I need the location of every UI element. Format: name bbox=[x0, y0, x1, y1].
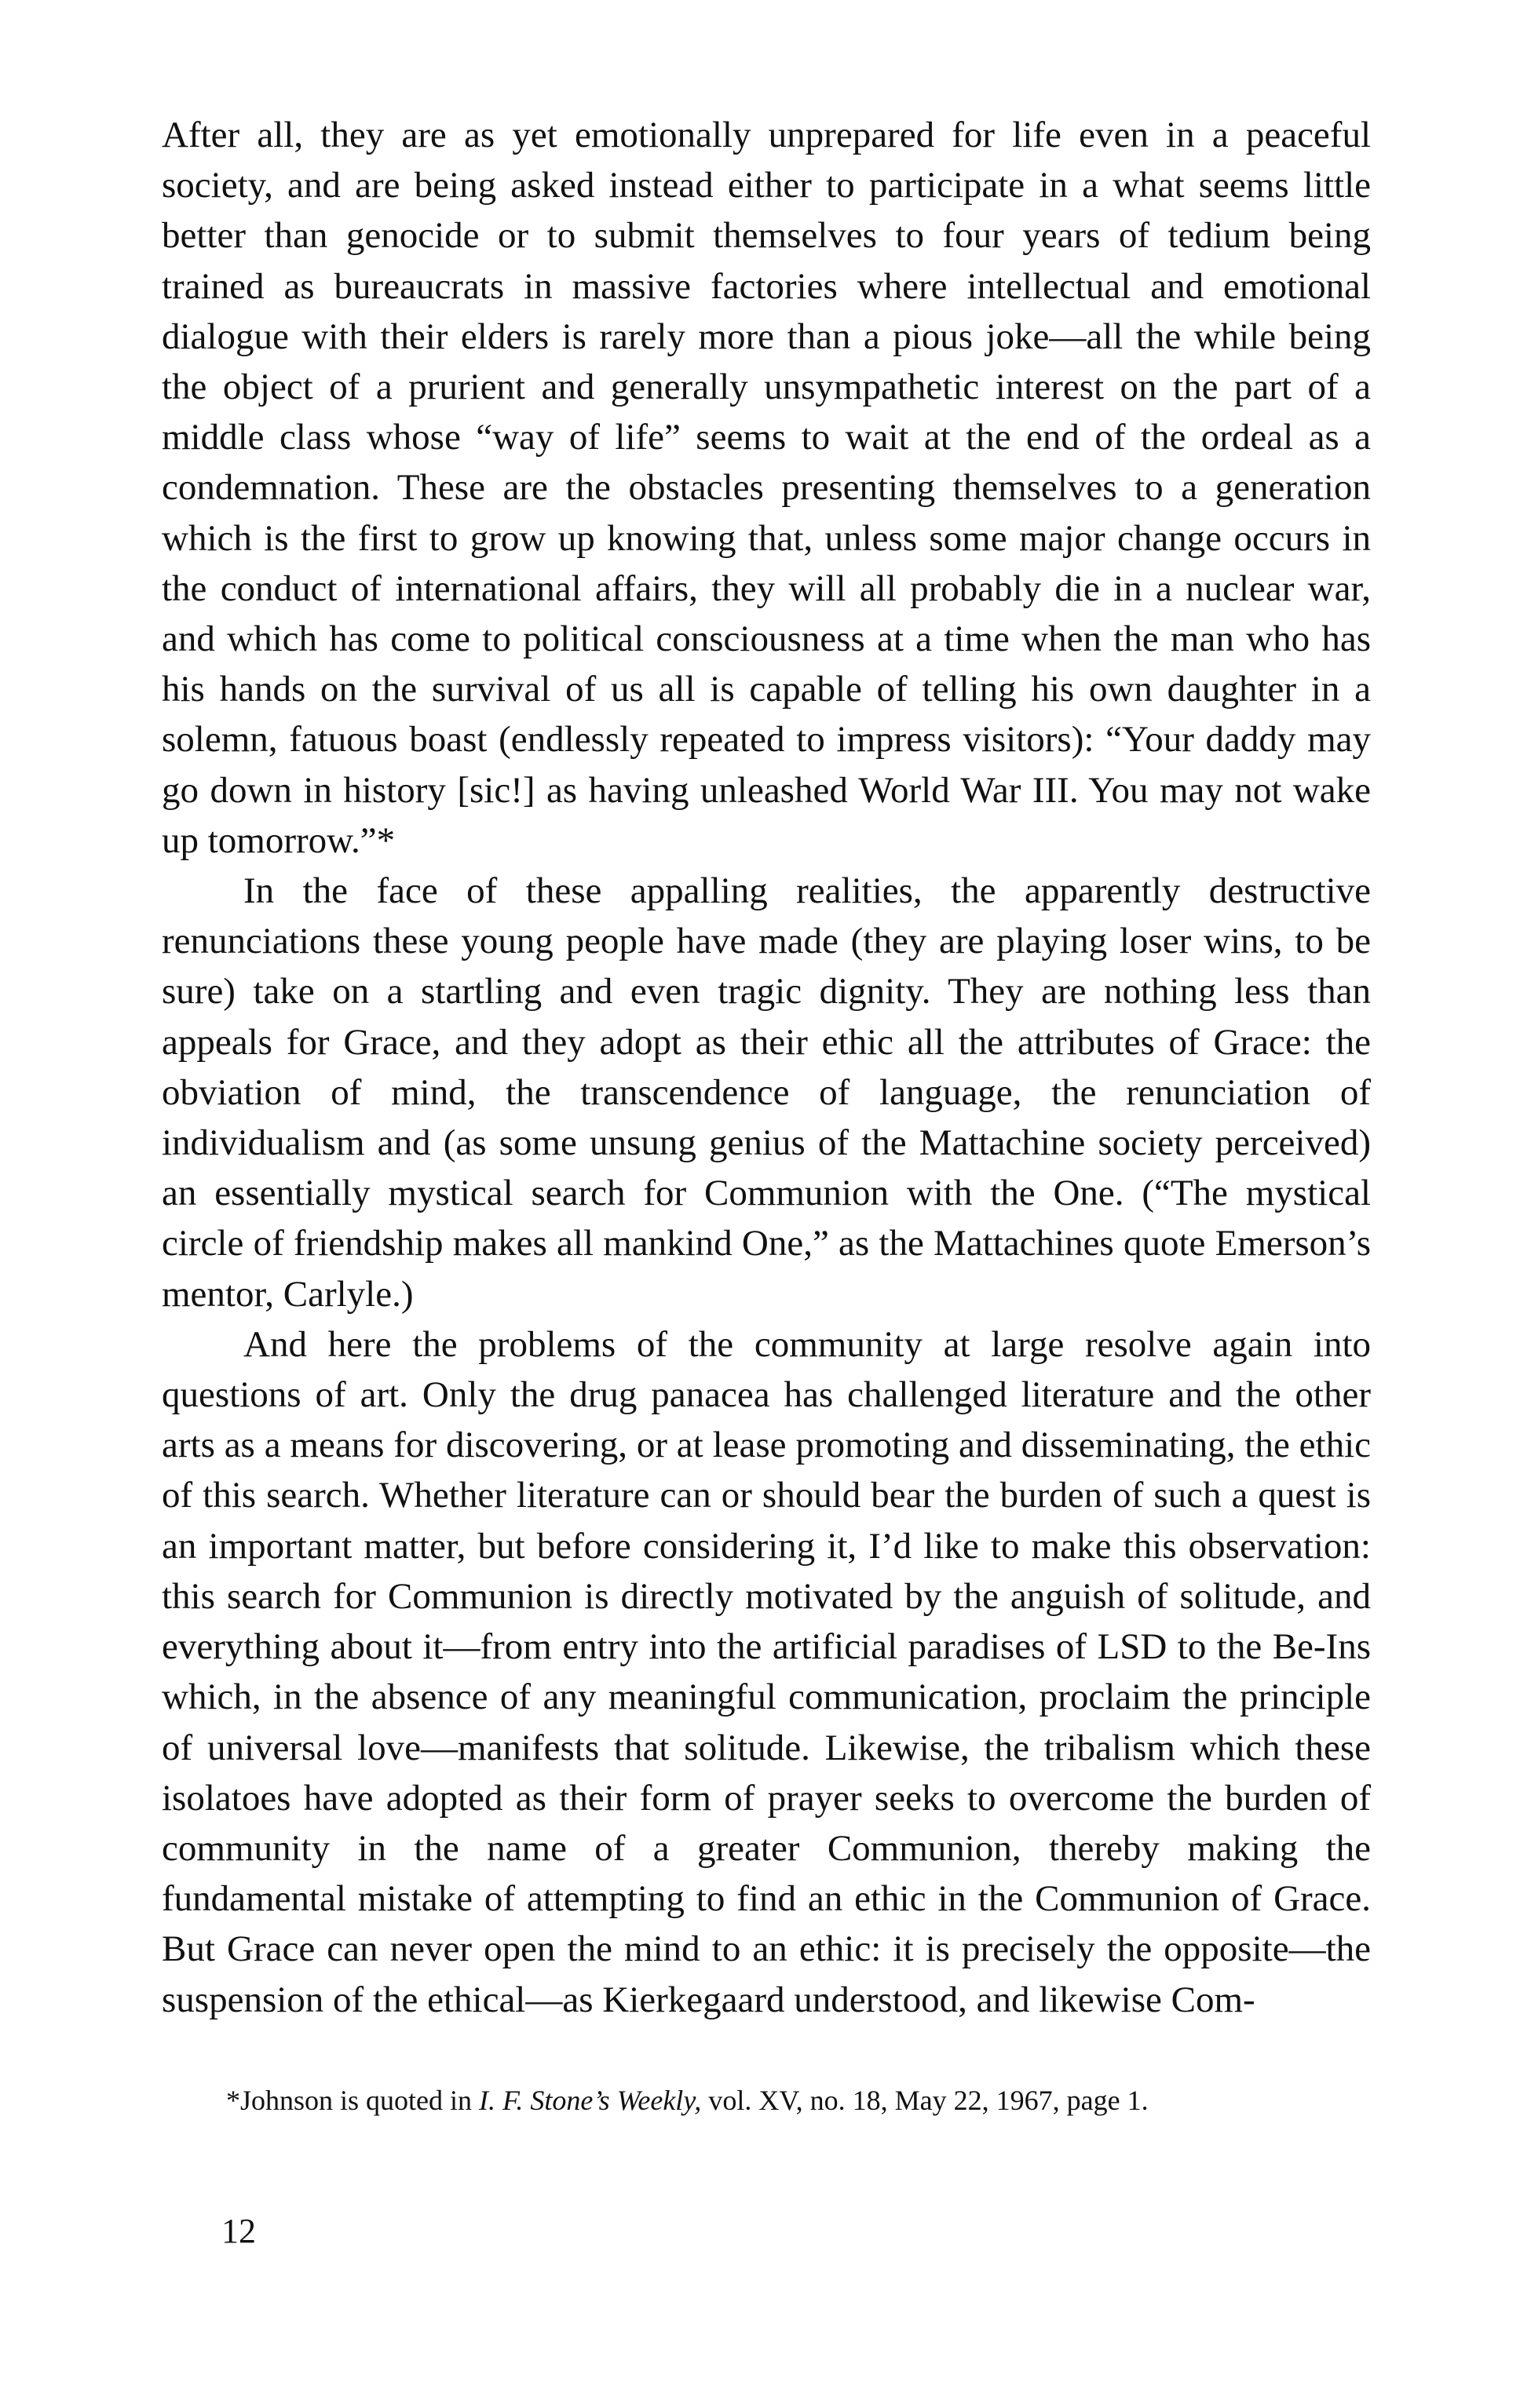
paragraph-1-text-b: die in a nuclear war, and which has come to political consciousness at a time when the man who has his hands on the survival of us all is capable of telling his own daughter in a solemn, fatuous boast (endlessly repeated to impress visitors): “Your daddy may go down in history [sic!] as having unleashed World War III. You may not wake up tomorrow.”* bbox=[162, 567, 1371, 861]
footnote-suffix: vol. XV, no. 18, May 22, 1967, page 1. bbox=[701, 2085, 1149, 2116]
paragraph-2 bbox=[162, 866, 1371, 1319]
paragraph-3 bbox=[162, 1319, 1371, 2025]
paragraph-3-text: And here the problems of the community at large resolve again into questions of art. Only the drug panacea has challenged literature and the other arts as a means for discovering, or at lease promoting and disseminating, the ethic of this search. Whether literature can or should bear the burden of such a quest is an important matter, but before considering it, I’d like to make this observation: this search for Communion is directly motivated by the anguish of solitude, and everything about it—from entry into the artificial paradises of LSD to the Be-Ins which, in the absence of any meaningful communication, proclaim the principle of universal love—manifests that solitude. Likewise, the tribalism which these isolatoes have adopted as their form of prayer seeks to overcome the burden of community in the name of a greater Communion, thereby making the fundamental mistake of attempting to find an ethic in the Communion of Grace. But Grace can never open the mind to an ethic: it is precisely the opposite—the suspension of the ethical—as Kierkegaard understood, and likewise Com- bbox=[162, 1323, 1371, 2020]
paragraph-2-italic-as-their-ethic: as their ethic bbox=[695, 1021, 893, 1063]
paragraph-1-italic-probably: probably bbox=[910, 567, 1042, 609]
paragraph-1-text-a: After all, they are as yet emotionally unprepared for life even in a peaceful society, and are being asked instead either to participate in a what seems little better than genocide or to submit themselves to four years of tedium being trained as bureaucrats in massive factories where intellectual and emotional dialogue with their elders is rarely more than a pious joke—all the while being the object of a prurient and generally unsympathetic interest on the part of a middle class whose “way of life” seems to wait at the end of the ordeal as a condemnation. These are the obstacles presenting themselves to a generation which is the first to grow up knowing that, unless some major change occurs in the conduct of international affairs, they will all bbox=[162, 115, 1371, 609]
page-number: 12 bbox=[221, 2212, 256, 2250]
footnote-source: I. F. Stone’s Weekly, bbox=[479, 2085, 702, 2116]
footnote bbox=[226, 2081, 1388, 2119]
paragraph-2-text-b: all the attributes of Grace: the obviation of mind, the transcendence of language, the renunciation of individualism and (as some unsung genius of the Mattachine society perceived) an essentially mystical search for Communion with the One. (“The mystical circle of friendship makes all mankind One,” as the Mattachines quote Emerson’s mentor, Carlyle.) bbox=[162, 1021, 1371, 1315]
footnote-prefix: *Johnson is quoted in bbox=[226, 2085, 480, 2116]
paragraph-1 bbox=[162, 110, 1371, 866]
paragraph-2-text-a: In the face of these appalling realities, the apparently destructive renunciations these young people have made (they are playing loser wins, to be sure) take on a startling and even tragic dignity. They are nothing less than appeals for Grace, and they adopt bbox=[162, 870, 1371, 1063]
body-text bbox=[162, 110, 1371, 2025]
